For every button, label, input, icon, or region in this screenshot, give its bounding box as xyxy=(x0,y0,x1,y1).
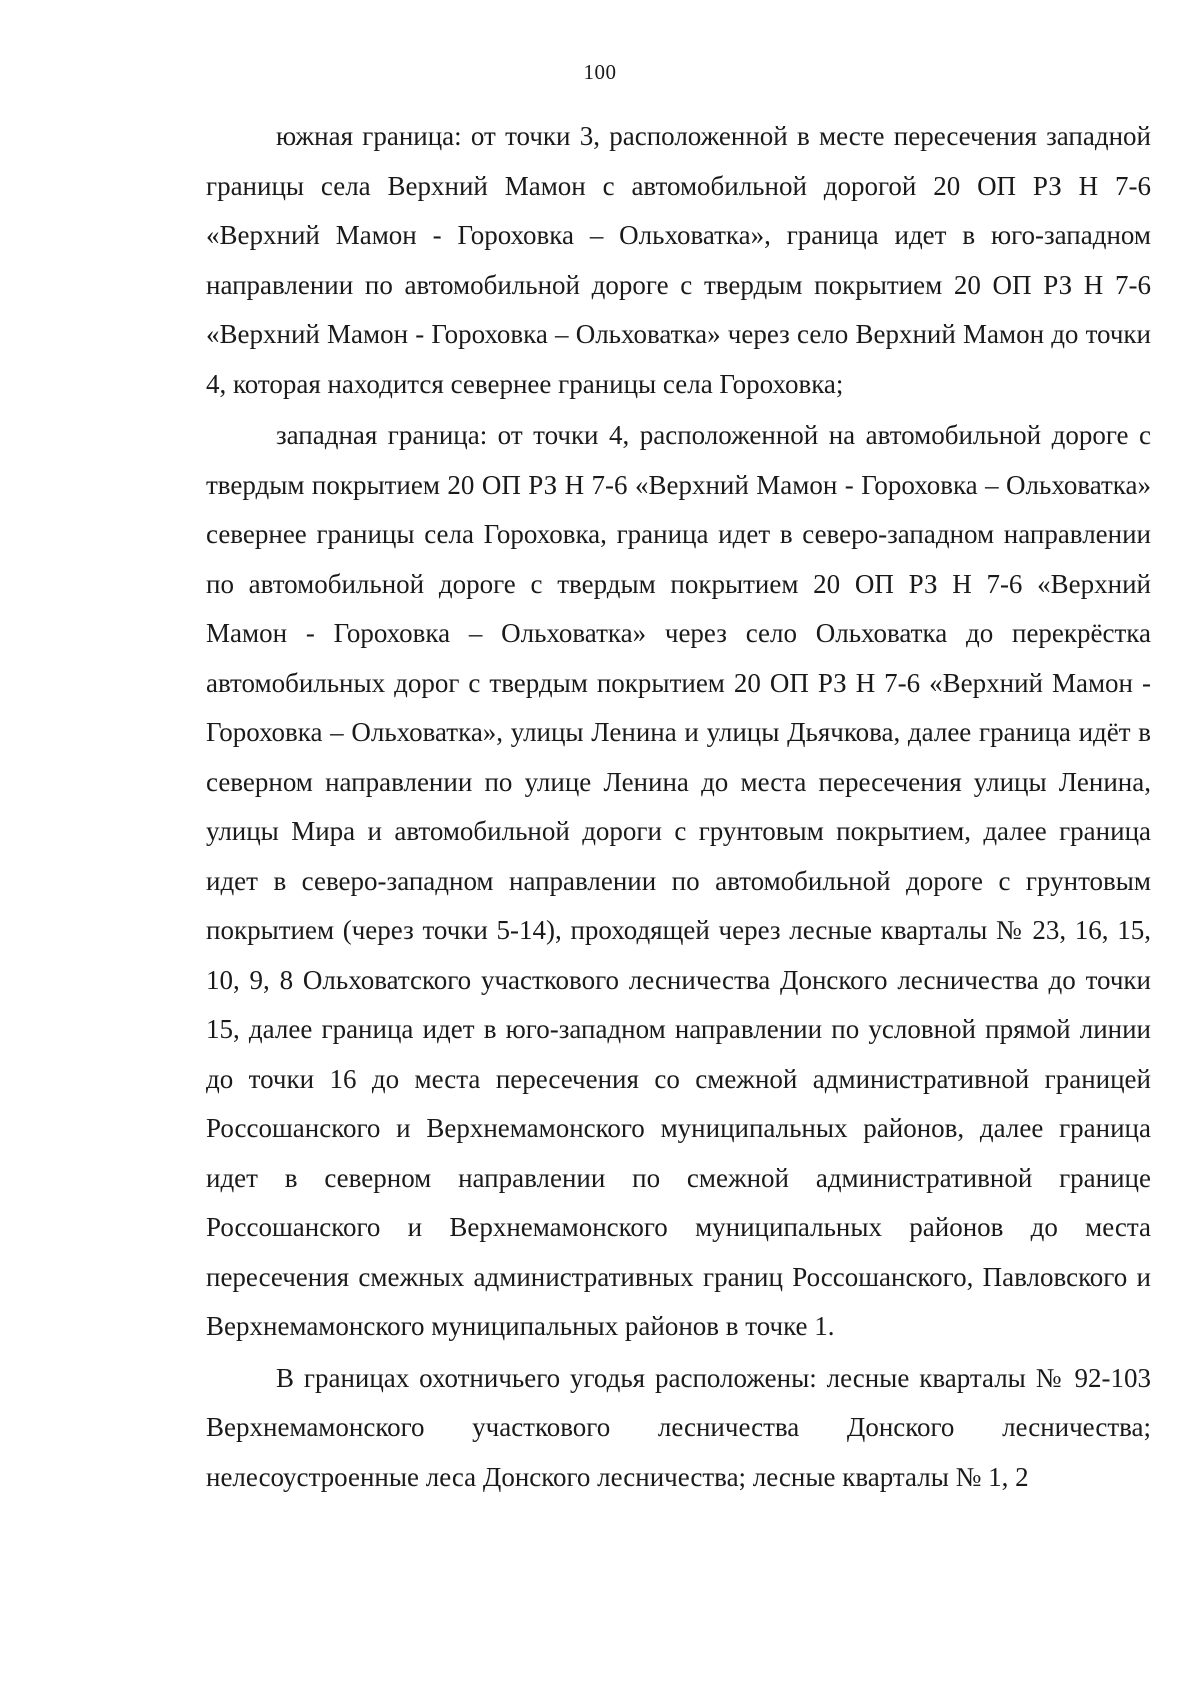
paragraph-included-areas: В границах охотничьего угодья расположены: лесные кварталы № 92-103 Верхнемамонского участкового лесничества Донского лесничества; нелесоустроенные леса Донского лесничества; лесные кварталы № 1, 2 xyxy=(206,1362,1151,1492)
paragraph-western-boundary: западная граница: от точки 4, расположенной на автомобильной дороге с твердым покрытием 20 ОП РЗ Н 7-6 «Верхний Мамон - Гороховка – Ольховатка» севернее границы села Гороховка, граница идет в северо-западном направлении по автомобильной дороге с твердым покрытием 20 ОП РЗ Н 7-6 «Верхний Мамон - Гороховка – Ольховатка» через село Ольховатка до перекрёстка автомобильных дорог с твердым покрытием 20 ОП РЗ Н 7-6 «Верхний Мамон - Гороховка – Ольховатка», улицы Ленина и улицы Дьячкова, далее граница идёт в северном направлении по улице Ленина до места пересечения улицы Ленина, улицы Мира и автомобильной дороги с грунтовым покрытием, далее граница идет в северо-западном направлении по автомобильной дороге с грунтовым покрытием (через точки 5-14), проходящей через лесные кварталы № 23, 16, 15, 10, 9, 8 Ольховатского участкового лесничества Донского лесничества до точки 15, далее граница идет в юго-западном направлении по условной прямой линии до точки 16 до места пересечения со смежной административной границей Россошанского и Верхнемамонского муниципальных районов, далее граница идет в северном направлении по смежной административной границе Россошанского и Верхнемамонского муниципальных районов до места пересечения смежных административных границ Россошанского, Павловского и Верхнемамонского муниципальных районов в точке 1. xyxy=(206,420,1151,1341)
page-number: 100 xyxy=(583,60,617,84)
paragraph-southern-boundary: южная граница: от точки 3, расположенной в месте пересечения западной границы села Верхний Мамон с автомобильной дорогой 20 ОП РЗ Н 7-6 «Верхний Мамон - Гороховка – Ольховатка», граница идет в юго-западном направлении по автомобильной дороге с твердым покрытием 20 ОП РЗ Н 7-6 «Верхний Мамон - Гороховка – Ольховатка» через село Верхний Мамон до точки 4, которая находится севернее границы села Гороховка; xyxy=(206,121,1151,399)
document-body xyxy=(206,112,1151,1502)
